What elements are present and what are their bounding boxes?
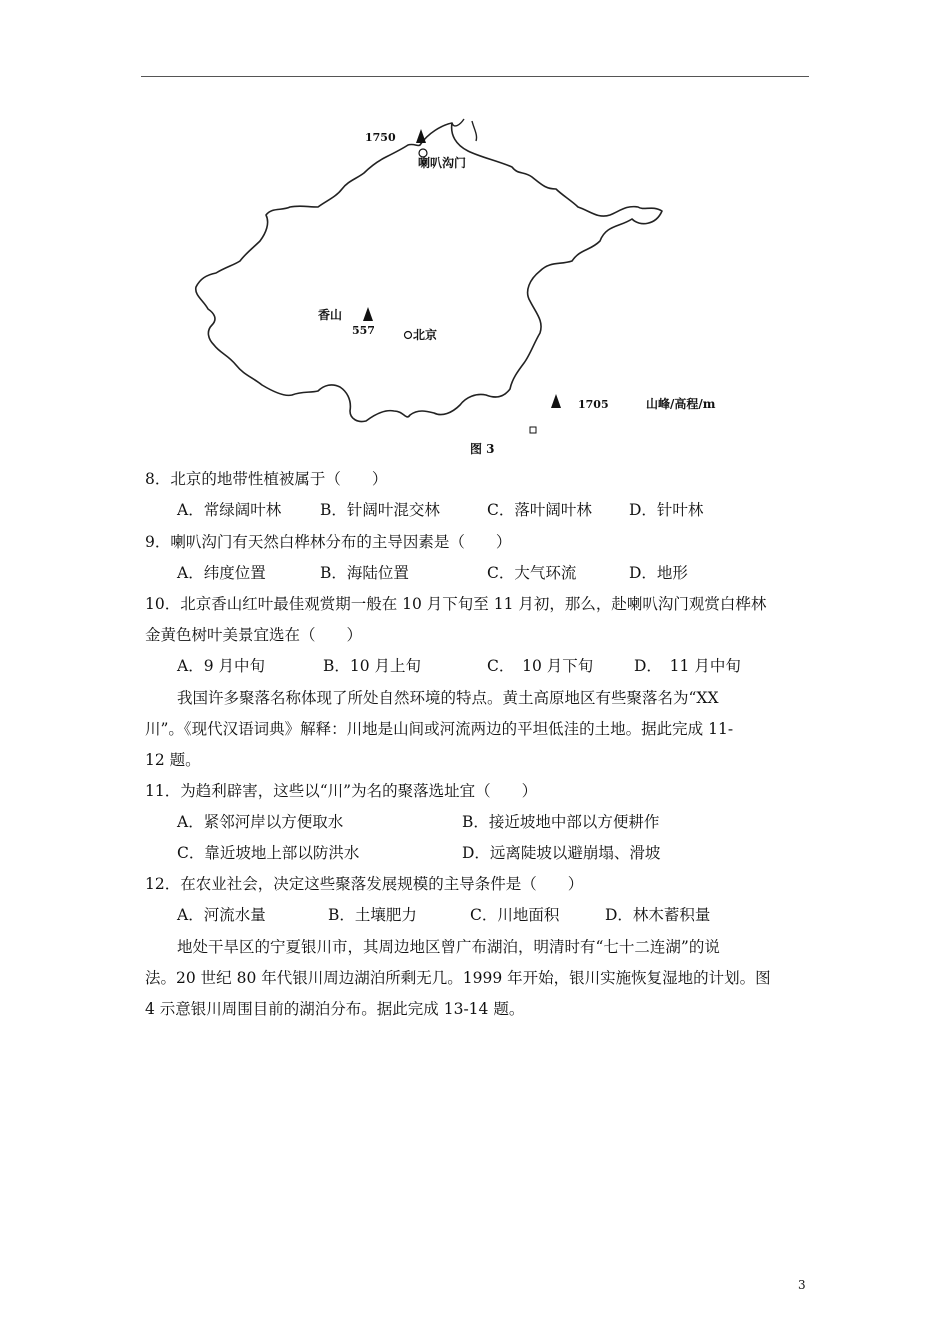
peak-north-icon — [416, 129, 426, 143]
q8-option-b: B．针阔叶混交林 — [320, 501, 440, 519]
beijing-map — [180, 115, 780, 460]
question-10-stem-line2: 金黄色树叶美景宜选在（ ） — [145, 626, 363, 644]
q11-option-c: C．靠近坡地上部以防洪水 — [177, 844, 360, 862]
q11-option-b: B．接近坡地中部以方便耕作 — [462, 813, 660, 831]
q10-option-c: C． 10 月下旬 — [487, 657, 594, 675]
q8-option-d: D．针叶林 — [629, 501, 704, 519]
q11-option-a: A．紧邻河岸以方便取水 — [177, 813, 344, 831]
legend-peak-icon — [551, 394, 561, 408]
peak-north-elev: 1750 — [365, 131, 396, 144]
legend-text: 山峰/高程/m — [646, 397, 716, 411]
q8-option-c: C．落叶阔叶林 — [487, 501, 592, 519]
xiangshan-elev: 557 — [352, 324, 375, 337]
passage2-line1: 地处干旱区的宁夏银川市，其周边地区曾广布湖泊，明清时有“七十二连湖”的说 — [177, 938, 720, 956]
legend-box-icon — [530, 427, 536, 433]
labahougou-label: 喇叭沟门 — [418, 156, 467, 170]
q12-option-a: A．河流水量 — [177, 906, 266, 924]
map-svg — [180, 115, 780, 460]
passage2-line2: 法。20 世纪 80 年代银川周边湖泊所剩无几。1999 年开始，银川实施恢复湿地的计划。图 — [145, 969, 771, 987]
question-9-stem: 9．喇叭沟门有天然白桦林分布的主导因素是（ ） — [145, 533, 512, 551]
q11-option-d: D．远离陡坡以避崩塌、滑坡 — [462, 844, 661, 862]
q9-option-c: C．大气环流 — [487, 564, 577, 582]
figure-caption: 图 3 — [470, 442, 495, 456]
xiangshan-label: 香山 — [318, 308, 343, 322]
passage1-line3: 12 题。 — [145, 751, 201, 769]
q12-option-c: C．川地面积 — [470, 906, 560, 924]
question-12-stem: 12．在农业社会，决定这些聚落发展规模的主导条件是（ ） — [145, 875, 584, 893]
question-8-stem: 8．北京的地带性植被属于（ ） — [145, 470, 388, 488]
q10-option-a: A．9 月中旬 — [177, 657, 265, 675]
question-11-stem: 11．为趋利辟害，这些以“川”为名的聚落选址宜（ ） — [145, 782, 538, 800]
legend-elev: 1705 — [578, 398, 609, 411]
q10-option-d: D． 11 月中旬 — [634, 657, 741, 675]
q9-option-a: A．纬度位置 — [177, 564, 266, 582]
passage1-line2: 川”。《现代汉语词典》解释：川地是山间或河流两边的平坦低洼的土地。据此完成 11- — [145, 720, 734, 738]
passage1-line1: 我国许多聚落名称体现了所处自然环境的特点。黄土高原地区有些聚落名为“XX — [177, 689, 719, 707]
q9-option-b: B．海陆位置 — [320, 564, 409, 582]
beijing-label: 北京 — [413, 328, 438, 342]
beijing-marker — [405, 332, 412, 339]
q12-option-b: B．土壤肥力 — [328, 906, 417, 924]
header-rule — [141, 76, 809, 77]
passage2-line3: 4 示意银川周围目前的湖泊分布。据此完成 13-14 题。 — [145, 1000, 525, 1018]
q10-option-b: B．10 月上旬 — [323, 657, 422, 675]
question-10-stem-line1: 10．北京香山红叶最佳观赏期一般在 10 月下旬至 11 月初，那么，赴喇叭沟门观赏白桦林 — [145, 595, 767, 613]
q12-option-d: D．林木蓄积量 — [605, 906, 711, 924]
page-number: 3 — [798, 1278, 806, 1292]
q9-option-d: D．地形 — [629, 564, 688, 582]
q8-option-a: A．常绿阔叶林 — [177, 501, 282, 519]
xiangshan-peak-icon — [363, 307, 373, 321]
